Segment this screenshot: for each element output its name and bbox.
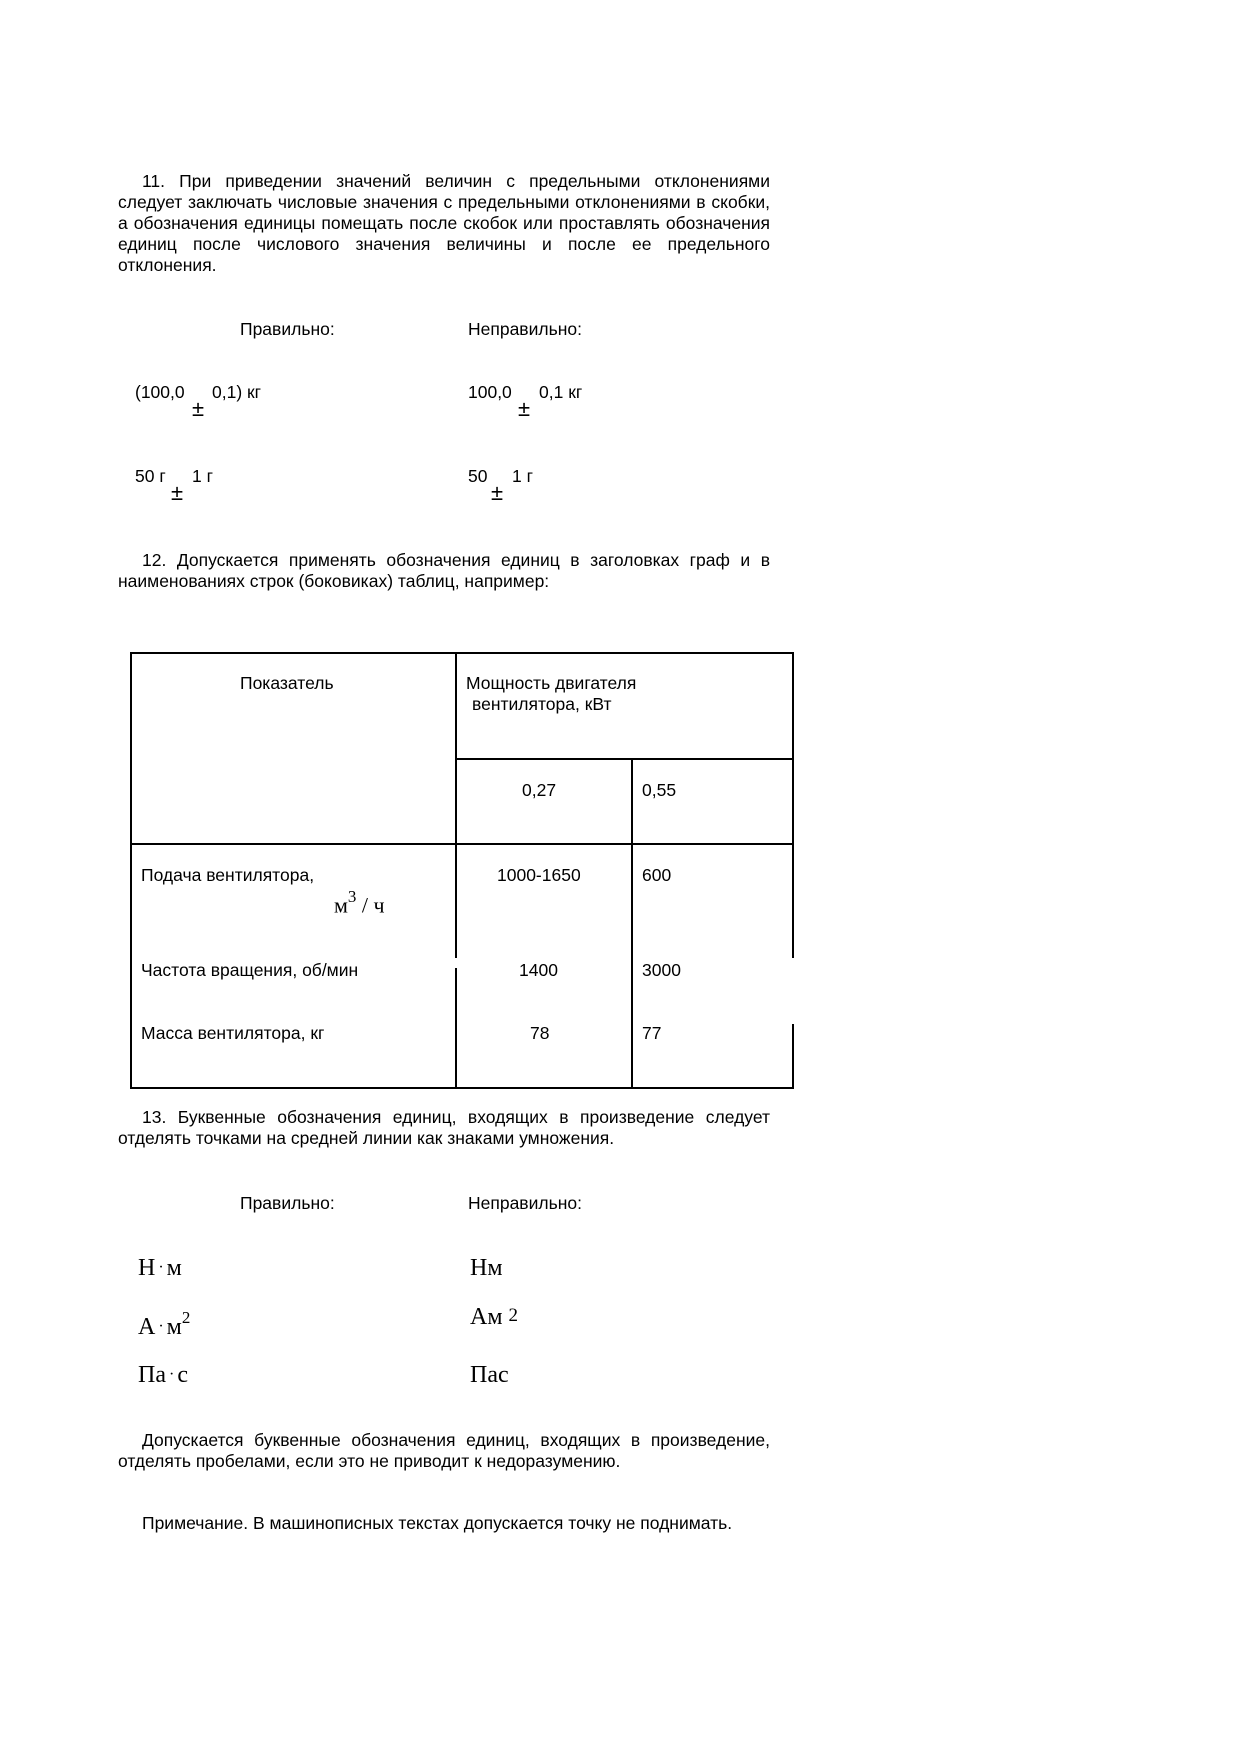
row-label-speed: Частота вращения, об/мин <box>141 960 359 980</box>
incorrect-unit-am2 <box>470 1304 518 1331</box>
correct-value-2a: 50 г <box>135 466 166 486</box>
incorrect-label-11: Неправильно: <box>468 319 582 339</box>
table-col-line-1-lower <box>455 968 457 1089</box>
correct-unit-pas <box>138 1362 188 1389</box>
header-power-line2: вентилятора, кВт <box>472 694 612 714</box>
row-label-mass: Масса вентилятора, кг <box>141 1023 325 1043</box>
row-speed-value-1: 1400 <box>519 960 558 980</box>
plus-minus-symbol: ± <box>192 396 205 421</box>
correct-value-1a: (100,0 <box>135 382 185 402</box>
row-mass-value-1: 78 <box>530 1023 550 1043</box>
table-header-line <box>130 843 794 845</box>
unit-part: м <box>166 1314 182 1340</box>
row-flow-value-1: 1000-1650 <box>497 865 581 885</box>
table-border-right-lower <box>792 1024 794 1089</box>
section-13-paragraph: 13. Буквенные обозначения единиц, входящих в произведение следует отделять точками на средней линии как знаками умножения. <box>118 1107 770 1148</box>
incorrect-label-13: Неправильно: <box>468 1193 582 1213</box>
correct-unit-am2 <box>138 1310 190 1341</box>
correct-value-2b: 1 г <box>192 466 213 486</box>
table-border-left <box>130 652 132 1089</box>
row-unit-flow <box>334 886 385 918</box>
unit-base: м <box>334 892 348 918</box>
row-speed-value-2: 3000 <box>642 960 681 980</box>
unit-exponent: 2 <box>181 1308 191 1327</box>
table-subheader-line <box>455 758 794 760</box>
correct-value-1b: 0,1) кг <box>212 382 262 402</box>
unit-rest: / ч <box>356 892 385 918</box>
row-flow-value-2: 600 <box>642 865 672 885</box>
unit-part: А <box>138 1314 156 1340</box>
note-typewriter-paragraph: Примечание. В машинописных текстах допускается точку не поднимать. <box>142 1513 733 1533</box>
unit-part: Ам <box>470 1304 503 1330</box>
unit-part: м <box>166 1255 182 1281</box>
unit-exponent: 3 <box>347 887 357 906</box>
correct-unit-nm <box>138 1255 182 1282</box>
unit-exponent: 2 <box>508 1305 519 1326</box>
incorrect-unit-pas: Пас <box>470 1362 509 1388</box>
table-col-line-2 <box>631 758 633 1089</box>
plus-minus-symbol: ± <box>171 480 184 505</box>
units-table <box>130 652 794 1089</box>
incorrect-value-2b: 1 г <box>512 466 533 486</box>
multiplication-dot: · <box>158 1259 164 1276</box>
header-value-2: 0,55 <box>642 780 677 800</box>
row-label-flow: Подача вентилятора, <box>141 865 315 885</box>
table-col-line-1-upper <box>455 652 457 958</box>
incorrect-value-1a: 100,0 <box>468 382 512 402</box>
section-11-paragraph: 11. При приведении значений величин с предельными отклонениями следует заключать числовые значения с предельными отклонениями в скобки, а обозначения единицы помещать после скобок или проставлять обозначения единиц после числового значения величины и после ее предельного отклонения. <box>118 171 770 275</box>
unit-part: Па <box>138 1362 166 1388</box>
header-indicator: Показатель <box>240 673 334 693</box>
incorrect-unit-nm: Нм <box>470 1255 503 1281</box>
unit-part: Н <box>138 1255 156 1281</box>
incorrect-value-1b: 0,1 кг <box>539 382 583 402</box>
incorrect-value-2a: 50 <box>468 466 488 486</box>
header-value-1: 0,27 <box>522 780 557 800</box>
row-mass-value-2: 77 <box>642 1023 662 1043</box>
plus-minus-symbol: ± <box>491 480 504 505</box>
multiplication-dot: · <box>168 1366 175 1383</box>
correct-label-11: Правильно: <box>240 319 335 339</box>
correct-label-13: Правильно: <box>240 1193 335 1213</box>
note-spaces-paragraph: Допускается буквенные обозначения единиц, входящих в произведение, отделять пробелами, если это не приводит к недоразумению. <box>118 1430 770 1471</box>
section-12-paragraph: 12. Допускается применять обозначения единиц в заголовках граф и в наименованиях строк (боковиках) таблиц, например: <box>118 550 770 591</box>
table-border-right-upper <box>792 652 794 958</box>
table-border-top <box>130 652 794 654</box>
unit-part: с <box>177 1362 188 1388</box>
multiplication-dot: · <box>158 1318 164 1335</box>
header-power-line1: Мощность двигателя <box>466 673 637 693</box>
plus-minus-symbol: ± <box>518 396 531 421</box>
table-border-bottom <box>130 1087 794 1089</box>
